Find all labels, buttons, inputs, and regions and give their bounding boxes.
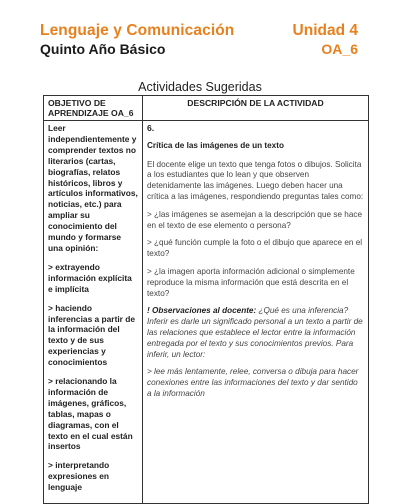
- activity-title: Crítica de las imágenes de un texto: [147, 140, 284, 150]
- objective-bullet: > extrayendo información explícita e implícita: [48, 261, 132, 294]
- activity-question: > ¿qué función cumple la foto o el dibujo que aparece en el texto?: [147, 238, 363, 259]
- subject-title: Lenguaje y Comunicación: [40, 22, 235, 39]
- description-column-header: DESCRIPCIÓN DE LA ACTIVIDAD: [143, 96, 369, 121]
- teacher-observation: [147, 306, 364, 360]
- document-header: [40, 22, 358, 57]
- objective-column-header: OBJETIVO DE APRENDIZAJE OA_6: [44, 96, 143, 121]
- objective-bullet: > interpretando expresiones en lenguaje: [48, 460, 110, 493]
- table-header-row: [44, 96, 369, 121]
- activity-question: > ¿la imagen aporta información adicional o simplemente reproduce la misma información que está descrita en el texto?: [147, 266, 355, 298]
- grade-label: Quinto Año Básico: [40, 41, 166, 57]
- activities-table: [43, 95, 369, 504]
- objective-bullet: > haciendo inferencias a partir de la información del texto y de sus experiencias y conocimientos: [48, 302, 136, 368]
- activity-intro: El docente elige un texto que tenga fotos o dibujos. Solicita a los estudiantes que lo lean y que observen detenidamente las imágenes. Luego deben hacer una crítica a las imágenes, respondiendo preguntas tales como:: [147, 159, 364, 201]
- oa-code: OA_6: [321, 41, 358, 57]
- activity-question: > ¿las imágenes se asemejan a la descripción que se hace en el texto de ese elemento o persona?: [147, 209, 363, 230]
- objective-intro: Leer independientemente y comprender textos no literarios (cartas, biografías, relatos históricos, libros y artículos informativos, noticias, etc.) para ampliar su conocimiento del mundo y formarse una opinión:: [48, 123, 138, 253]
- observation-closing: > lee más lentamente, relee, conversa o dibuja para hacer conexiones entre las informaciones del texto y dar sentido a la información: [147, 367, 359, 398]
- section-title: Actividades Sugeridas: [138, 80, 262, 94]
- observation-label: ! Observaciones al docente:: [147, 306, 257, 316]
- activity-cell: [143, 121, 369, 504]
- objective-bullet: > relacionando la información de imágenes, gráficos, tablas, mapas o diagramas, con el texto en el cual están insertos: [48, 376, 133, 452]
- activity-number: 6.: [147, 123, 155, 133]
- table-row: [44, 121, 369, 504]
- unit-label: Unidad 4: [292, 22, 358, 39]
- objective-cell: [44, 121, 143, 504]
- observation-text: ¿Qué es una inferencia? Inferir es darle un significado personal a un texto a partir de las relaciones que establece el lector entre la información entregada por el texto y sus conocimientos previos. Para inferir, un lector:: [147, 306, 363, 359]
